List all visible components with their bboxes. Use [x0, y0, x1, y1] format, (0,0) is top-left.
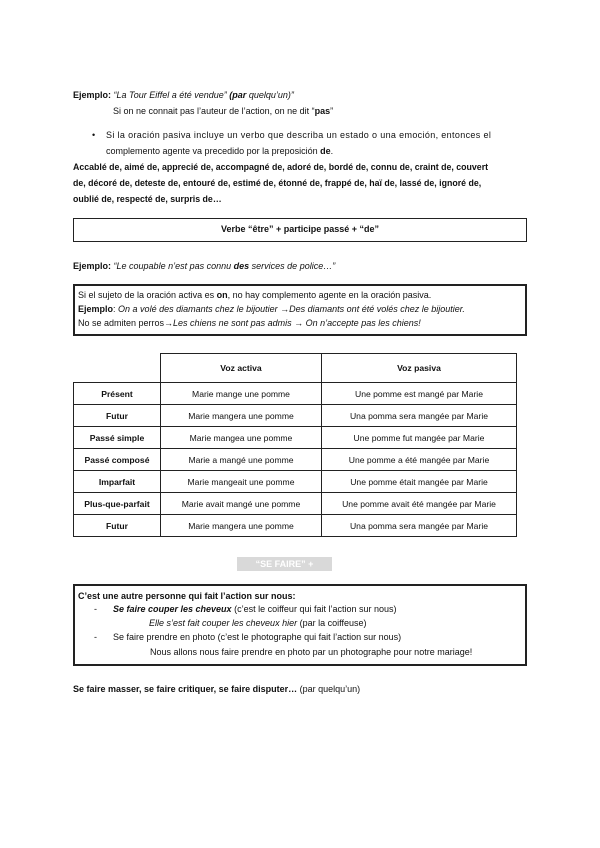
se-faire-item-1-example: Elle s’est fait couper les cheveux hier (par la coiffeuse) [149, 618, 367, 628]
example1-note: Si on ne connait pas l’auteur de l’action, on ne dit “pas” [113, 106, 334, 116]
table-row: Passé simple Marie mangea une pomme Une pomme fut mangée par Marie [74, 427, 517, 449]
example-label: Ejemplo: [73, 90, 112, 100]
bullet-line-2: complemento agente va precedido por la preposición de. [106, 146, 334, 156]
example2-line: Ejemplo: “Le coupable n’est pas connu des services de police…” [73, 261, 336, 271]
bullet-icon: • [92, 130, 96, 140]
formula-box [73, 218, 527, 242]
rule-line-3: No se admiten perros→Les chiens ne sont pas admis → On n’accepte pas les chiens! [78, 318, 421, 328]
se-faire-title: C’est une autre personne qui fait l’action sur nous: [78, 591, 296, 601]
verbs-line-3: oublié de, respecté de, surpris de… [73, 194, 222, 204]
header-active: Voz activa [161, 354, 322, 383]
section-heading: “SE FAIRE” + INFINITIF [237, 557, 332, 571]
table-header-row [74, 354, 517, 383]
table-row: Futur Marie mangera une pomme Una pomma sera mangée par Marie [74, 405, 517, 427]
conjugation-table [73, 353, 517, 537]
verbs-line-1: Accablé de, aimé de, apprecié de, accompagné de, adoré de, bordé de, connu de, craint de, couvert [73, 162, 489, 172]
formula-text: Verbe “être” + participe passé + “de” [220, 224, 380, 234]
table-row: Présent Marie mange une pomme Une pomme est mangé par Marie [74, 383, 517, 405]
arrow-icon: → [280, 304, 290, 314]
example-par-rest: quelqu’un)” [248, 90, 294, 100]
example1-line [73, 90, 294, 101]
arrow-icon: → [164, 318, 174, 328]
table-row: Futur Marie mangera une pomme Una pomma sera mangée par Marie [74, 515, 517, 537]
se-faire-item-2-dash: - [94, 632, 97, 642]
header-passive: Voz pasiva [322, 354, 517, 383]
final-line: Se faire masser, se faire critiquer, se faire disputer… (par quelqu’un) [73, 684, 361, 694]
table-row: Imparfait Marie mangeait une pomme Une pomme était mangée par Marie [74, 471, 517, 493]
se-faire-item-1: Se faire couper les cheveux (c’est le coiffeur qui fait l’action sur nous) [113, 604, 397, 614]
rule-line-2: Ejemplo: On a volé des diamants chez le bijoutier →Des diamants ont été volés chez le bijoutier. [78, 304, 465, 314]
verbs-line-2: de, décoré de, deteste de, entouré de, estimé de, étonné de, frappé de, haï de, lassé de, ignoré de, [73, 178, 482, 188]
rule-line-1: Si el sujeto de la oración activa es on, no hay complemento agente en la oración pasiva. [78, 290, 432, 300]
example-par: (par [229, 90, 247, 100]
bullet-line-1: Si la oración pasiva incluye un verbo que describa un estado o una emoción, entonces el [106, 130, 492, 140]
se-faire-item-2: Se faire prendre en photo (c’est le photographe qui fait l’action sur nous) [113, 632, 402, 642]
table-row: Passé composé Marie a mangé une pomme Une pomme a été mangée par Marie [74, 449, 517, 471]
se-faire-item-1-dash: - [94, 604, 97, 614]
example-quote: “La Tour Eiffel a été vendue” [113, 90, 227, 100]
table-corner [74, 354, 161, 383]
table-row: Plus-que-parfait Marie avait mangé une pomme Une pomme avait été mangée par Marie [74, 493, 517, 515]
arrow-icon: → [294, 318, 304, 328]
se-faire-item-2-example: Nous allons nous faire prendre en photo par un photographe pour notre mariage! [150, 647, 473, 657]
